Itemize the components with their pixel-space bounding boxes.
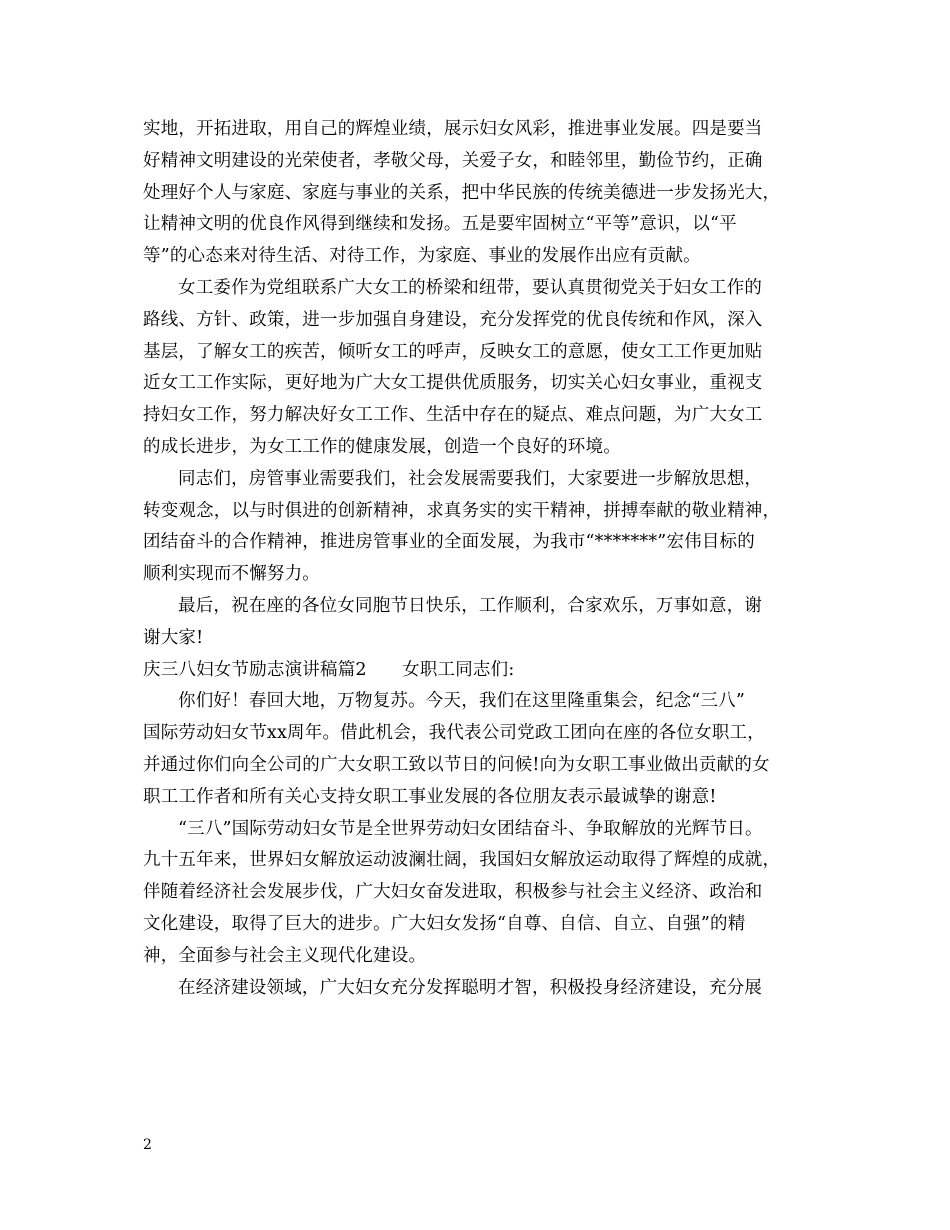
paragraph-first-line: 在经济建设领域，广大妇女充分发挥聪明才智，积极投身经济建设，充分展	[178, 977, 763, 998]
text-line: 谢大家!	[143, 627, 204, 648]
text-line: 让精神文明的优良作风得到继续和发扬。五是要牢固树立“平等”意识，以“平	[143, 214, 737, 235]
text-line: 职工工作者和所有关心支持女职工事业发展的各位朋友表示最诚挚的谢意!	[143, 786, 717, 807]
text-line: 文化建设，取得了巨大的进步。广大妇女发扬“自尊、自信、自立、自强”的精	[143, 913, 746, 934]
text-line: 基层，了解女工的疾苦，倾听女工的呼声，反映女工的意愿，使女工工作更加贴	[143, 341, 763, 362]
paragraph-first-line: 同志们，房管事业需要我们，社会发展需要我们，大家要进一步解放思想，	[178, 468, 763, 489]
text-line: 并通过你们向全公司的广大女职工致以节日的问候!向为女职工事业做出贡献的女	[143, 754, 770, 775]
paragraph-first-line: 你们好！春回大地，万物复苏。今天，我们在这里隆重集会，纪念“三八”	[178, 691, 745, 712]
text-line: 持妇女工作，努力解决好女工工作、生活中存在的疑点、难点问题，为广大女工	[143, 405, 763, 426]
paragraph-first-line: 女工委作为党组联系广大女工的桥梁和纽带，要认真贯彻党关于妇女工作的	[178, 277, 763, 298]
text-line: 神，全面参与社会主义现代化建设。	[143, 945, 427, 966]
text-line: 顺利实现而不懈努力。	[143, 564, 320, 585]
text-line: 等”的心态来对待生活、对待工作，为家庭、事业的发展作出应有贡献。	[143, 246, 701, 267]
text-line: 处理好个人与家庭、家庭与事业的关系，把中华民族的传统美德进一步发扬光大，	[143, 182, 781, 203]
text-line: 的成长进步，为女工工作的健康发展，创造一个良好的环境。	[143, 436, 621, 457]
text-line: 近女工工作实际，更好地为广大女工提供优质服务，切实关心妇女事业，重视支	[143, 373, 763, 394]
text-line: 国际劳动妇女节xx周年。借此机会，我代表公司党政工团向在座的各位女职工，	[143, 723, 765, 744]
paragraph-first-line: 最后，祝在座的各位女同胞节日快乐，工作顺利，合家欢乐，万事如意，谢	[178, 595, 763, 616]
section-heading-line: 庆三八妇女节励志演讲稿篇2 女职工同志们:	[143, 659, 515, 680]
document-body	[143, 114, 823, 1004]
text-line: 实地，开拓进取，用自己的辉煌业绩，展示妇女风彩，推进事业发展。四是要当	[143, 119, 763, 139]
page-number: 2	[143, 1137, 152, 1153]
text-line: 九十五年来，世界妇女解放运动波澜壮阔，我国妇女解放运动取得了辉煌的成就，	[143, 850, 781, 871]
text-line: 好精神文明建设的光荣使者，孝敬父母，关爱子女，和睦邻里，勤俭节约，正确	[143, 150, 763, 171]
text-line: 伴随着经济社会发展步伐，广大妇女奋发进取，积极参与社会主义经济、政治和	[143, 882, 763, 903]
text-line: 团结奋斗的合作精神，推进房管事业的全面发展，为我市“*******”宏伟目标的	[143, 532, 755, 553]
text-line: 转变观念，以与时俱进的创新精神，求真务实的实干精神，拼搏奉献的敬业精神，	[143, 500, 781, 521]
text-line: 路线、方针、政策，进一步加强自身建设，充分发挥党的优良传统和作风，深入	[143, 309, 763, 330]
paragraph-first-line: “三八”国际劳动妇女节是全世界劳动妇女团结奋斗、争取解放的光辉节日。	[178, 818, 763, 839]
